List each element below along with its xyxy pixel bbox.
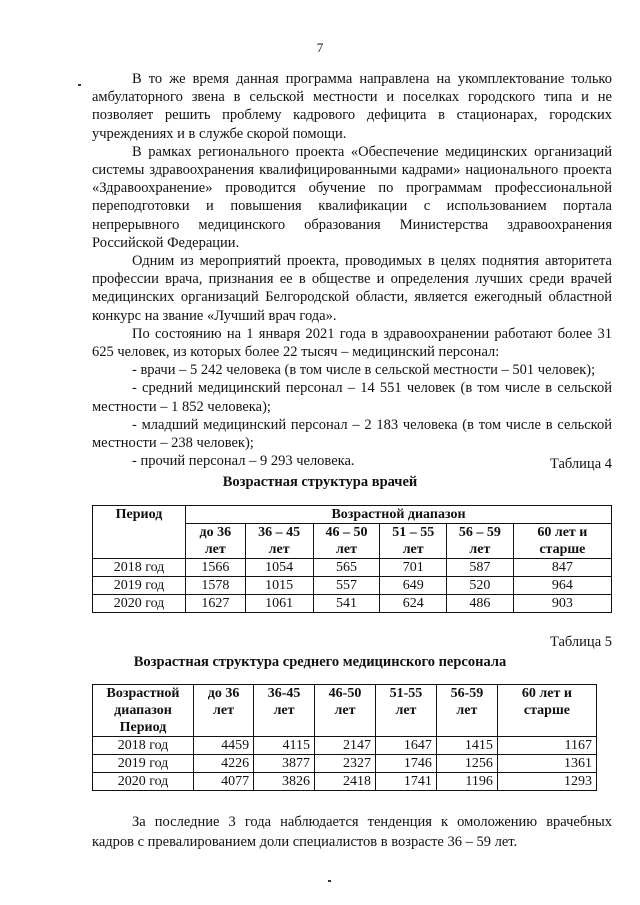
period-cell: 2020 год [93,595,186,613]
value-cell: 701 [380,559,447,577]
list-item-doctors: - врачи – 5 242 человека (в том числе в сельской местности – 501 человек); [132,362,596,379]
column-header: 36 – 45 лет [245,524,313,559]
value-cell: 1741 [375,773,436,791]
list-item-other-staff: - прочий персонал – 9 293 человека. [132,453,355,470]
column-header: до 36 лет [194,685,254,737]
table-header-row [93,506,612,524]
value-cell: 3877 [254,755,315,773]
range-header: Возрастной диапазон [93,685,194,720]
period-header: Период [93,506,186,559]
column-header: 46-50 лет [315,685,376,737]
column-header: 56-59 лет [436,685,497,737]
value-cell: 541 [313,595,380,613]
value-cell: 3826 [254,773,315,791]
table-row [93,737,597,755]
value-cell: 1293 [497,773,596,791]
column-header: 36-45 лет [254,685,315,737]
table-row [93,773,597,791]
column-header: 46 – 50 лет [313,524,380,559]
table5-label: Таблица 5 [549,634,612,650]
column-header: 51 – 55 лет [380,524,447,559]
table4 [92,505,612,613]
column-header: 60 лет и старше [513,524,611,559]
table5 [92,684,597,791]
scan-speck [78,84,81,86]
paragraph-4: По состоянию на 1 января 2021 года в здравоохранении работают более 31 625 человек, из которых более 22 тысяч – медицинский персонал: [92,325,612,361]
period-cell: 2019 год [93,577,186,595]
value-cell: 2147 [315,737,376,755]
value-cell: 4077 [194,773,254,791]
value-cell: 624 [380,595,447,613]
period-header: Период [93,719,194,737]
table5-title: Возрастная структура среднего медицинского персонала [133,654,507,670]
value-cell: 2327 [315,755,376,773]
value-cell: 1627 [186,595,246,613]
paragraph-1: В то же время данная программа направлена на укомплектование только амбулаторного звена в сельской местности и поселках городского типа и не позволяет решить проблему кадрового дефицита в стационарах, городских учреждениях и в службе скорой помощи. [92,71,612,142]
value-cell: 903 [513,595,611,613]
value-cell: 1361 [497,755,596,773]
scan-speck [328,880,331,882]
table-header-row [93,685,597,720]
value-cell: 1015 [245,577,313,595]
paragraph-3: Одним из мероприятий проекта, проводимых в целях поднятия авторитета профессии врача, признания ее в обществе и определения лучших среди врачей медицинских организаций Белгородской области, является ежегодный областной конкурс на звание «Лучший врач года». [92,253,612,324]
table-row [93,577,612,595]
value-cell: 1167 [497,737,596,755]
value-cell: 520 [447,577,514,595]
value-cell: 1415 [436,737,497,755]
value-cell: 847 [513,559,611,577]
value-cell: 4115 [254,737,315,755]
value-cell: 1647 [375,737,436,755]
page-number: 7 [316,40,324,55]
value-cell: 4459 [194,737,254,755]
value-cell: 557 [313,577,380,595]
table-row [93,559,612,577]
value-cell: 2418 [315,773,376,791]
range-header: Возрастной диапазон [186,506,612,524]
list-item-mid-staff: - средний медицинский персонал – 14 551 человек (в том числе в сельской местности – 1 852 человека); [92,380,612,415]
final-paragraph: За последние 3 года наблюдается тенденция к омоложению врачебных кадров с превалированием доли специалистов в возрасте 36 – 59 лет. [92,814,612,850]
body-text [92,70,612,470]
table-row [93,755,597,773]
value-cell: 1196 [436,773,497,791]
paragraph-2: В рамках регионального проекта «Обеспечение медицинских организаций системы здравоохранения квалифицированными кадрами» национального проекта «Здравоохранение» проводится обучение по программам профессиональной переподготовки и повышения квалификации с использованием портала непрерывного медицинского образования Министерства здравоохранения Российской Федерации. [92,143,612,251]
value-cell: 4226 [194,755,254,773]
column-header: 51-55 лет [375,685,436,737]
period-cell: 2019 год [93,755,194,773]
value-cell: 1061 [245,595,313,613]
value-cell: 486 [447,595,514,613]
table4-title: Возрастная структура врачей [222,474,418,490]
value-cell: 1054 [245,559,313,577]
value-cell: 1256 [436,755,497,773]
table-row [93,595,612,613]
column-header: до 36 лет [186,524,246,559]
column-header: 60 лет и старше [497,685,596,737]
value-cell: 565 [313,559,380,577]
value-cell: 964 [513,577,611,595]
value-cell: 1578 [186,577,246,595]
value-cell: 1566 [186,559,246,577]
period-cell: 2020 год [93,773,194,791]
value-cell: 587 [447,559,514,577]
period-cell: 2018 год [93,559,186,577]
value-cell: 649 [380,577,447,595]
period-cell: 2018 год [93,737,194,755]
table4-label: Таблица 4 [549,456,612,472]
column-header: 56 – 59 лет [447,524,514,559]
list-item-junior-staff: - младший медицинский персонал – 2 183 человека (в том числе в сельской местности – 238 человек); [92,416,612,452]
value-cell: 1746 [375,755,436,773]
